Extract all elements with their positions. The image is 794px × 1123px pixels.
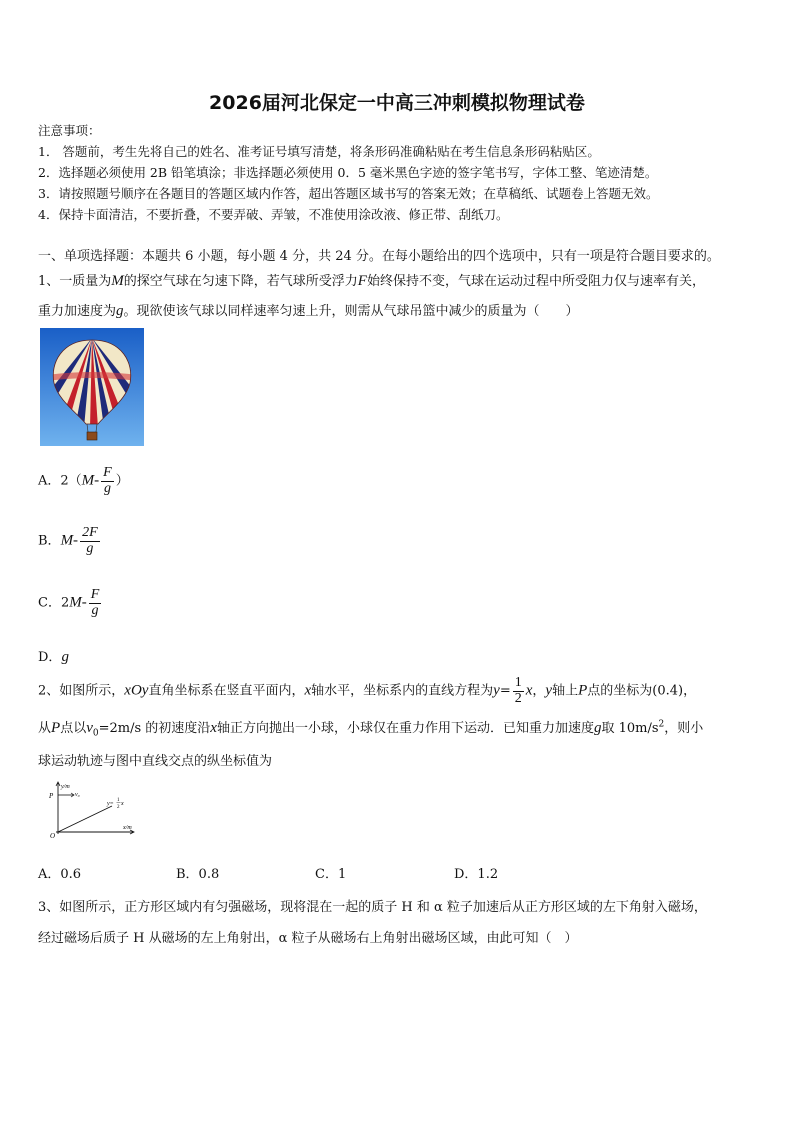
q2-line1: 2、如图所示，xOy直角坐标系在竖直平面内，x轴水平，坐标系内的直线方程为y= $\frac{1}{2}$ x，y轴上P点的坐标为(0.4)， — [38, 675, 697, 706]
graph-line-label: y= — [107, 801, 114, 807]
graph-origin: O — [50, 832, 56, 838]
notice-heading: 注意事项： — [38, 123, 101, 138]
q1-line2: 重力加速度为g。现欲使该气球以同样速率匀速上升，则需从气球吊篮中减少的质量为（ ） — [38, 303, 579, 319]
q1-option-d[interactable]: D．g — [38, 649, 69, 665]
q1-option-c[interactable]: C．2M- $\frac{F}{g}$ — [38, 587, 100, 618]
graph-line-num: 1 — [117, 798, 120, 803]
hot-air-balloon-image — [40, 328, 144, 446]
q2-line2: 从P点以$v_0=2m/s$ 的初速度沿x轴正方向抛出一小球，小球仅在重力作用下运动．已知重力加速度g取 $10m/s^2$，则小 — [38, 719, 704, 739]
q3-line1: 3、如图所示，正方形区域内有匀强磁场，现将混在一起的质子 H 和 α 粒子加速后从正方形区域的左下角射入磁场， — [38, 900, 707, 915]
q2-option-d[interactable]: D．1.2 — [454, 867, 499, 882]
notice-item: 1． 答题前，考生先将自己的姓名、准考证号填写清楚，将条形码准确粘贴在考生信息条形码粘贴区。 — [38, 144, 600, 159]
graph-line-den: 2 — [117, 805, 120, 810]
section-heading: 一、单项选择题：本题共 6 小题，每小题 4 分，共 24 分。在每小题给出的四个选项中，只有一项是符合题目要求的。 — [38, 249, 720, 264]
q2-option-b[interactable]: B．0.8 — [176, 867, 220, 882]
coordinate-diagram — [46, 780, 138, 838]
graph-line-x: x — [121, 801, 124, 807]
graph-x-label: x/m — [123, 825, 132, 831]
graph-point-p: P — [49, 792, 54, 800]
q2-option-c[interactable]: C．1 — [315, 867, 347, 882]
page-title: 2026届河北保定一中高三冲刺模拟物理试卷 — [209, 92, 585, 114]
q3-line2: 经过磁场后质子 H 从磁场的左上角射出，α 粒子从磁场右上角射出磁场区域，由此可知（ ） — [38, 931, 578, 946]
graph-y-label: y/m — [61, 784, 70, 790]
notice-item: 4．保持卡面清洁，不要折叠，不要弄破、弄皱，不准使用涂改液、修正带、刮纸刀。 — [38, 207, 509, 222]
q1-option-a[interactable]: A．2（M- $\frac{F}{g}$ ） — [38, 465, 129, 496]
notice-item: 3．请按照题号顺序在各题目的答题区域内作答，超出答题区域书写的答案无效；在草稿纸、试题卷上答题无效。 — [38, 186, 659, 201]
q2-line3: 球运动轨迹与图中直线交点的纵坐标值为 — [38, 754, 273, 769]
q1-line1: 1、一质量为M的探空气球在匀速下降，若气球所受浮力F始终保持不变，气球在运动过程中所受阻力仅与速率有关， — [38, 273, 705, 289]
graph-v0-label: v₀ — [75, 792, 80, 798]
notice-item: 2．选择题必须使用 2B 铅笔填涂；非选择题必须使用 0．5 毫米黑色字迹的签字笔书写，字体工整、笔迹清楚。 — [38, 165, 658, 180]
q2-option-a[interactable]: A．0.6 — [38, 867, 82, 882]
q1-option-b[interactable]: B．M- $\frac{2F}{g}$ — [38, 525, 98, 556]
